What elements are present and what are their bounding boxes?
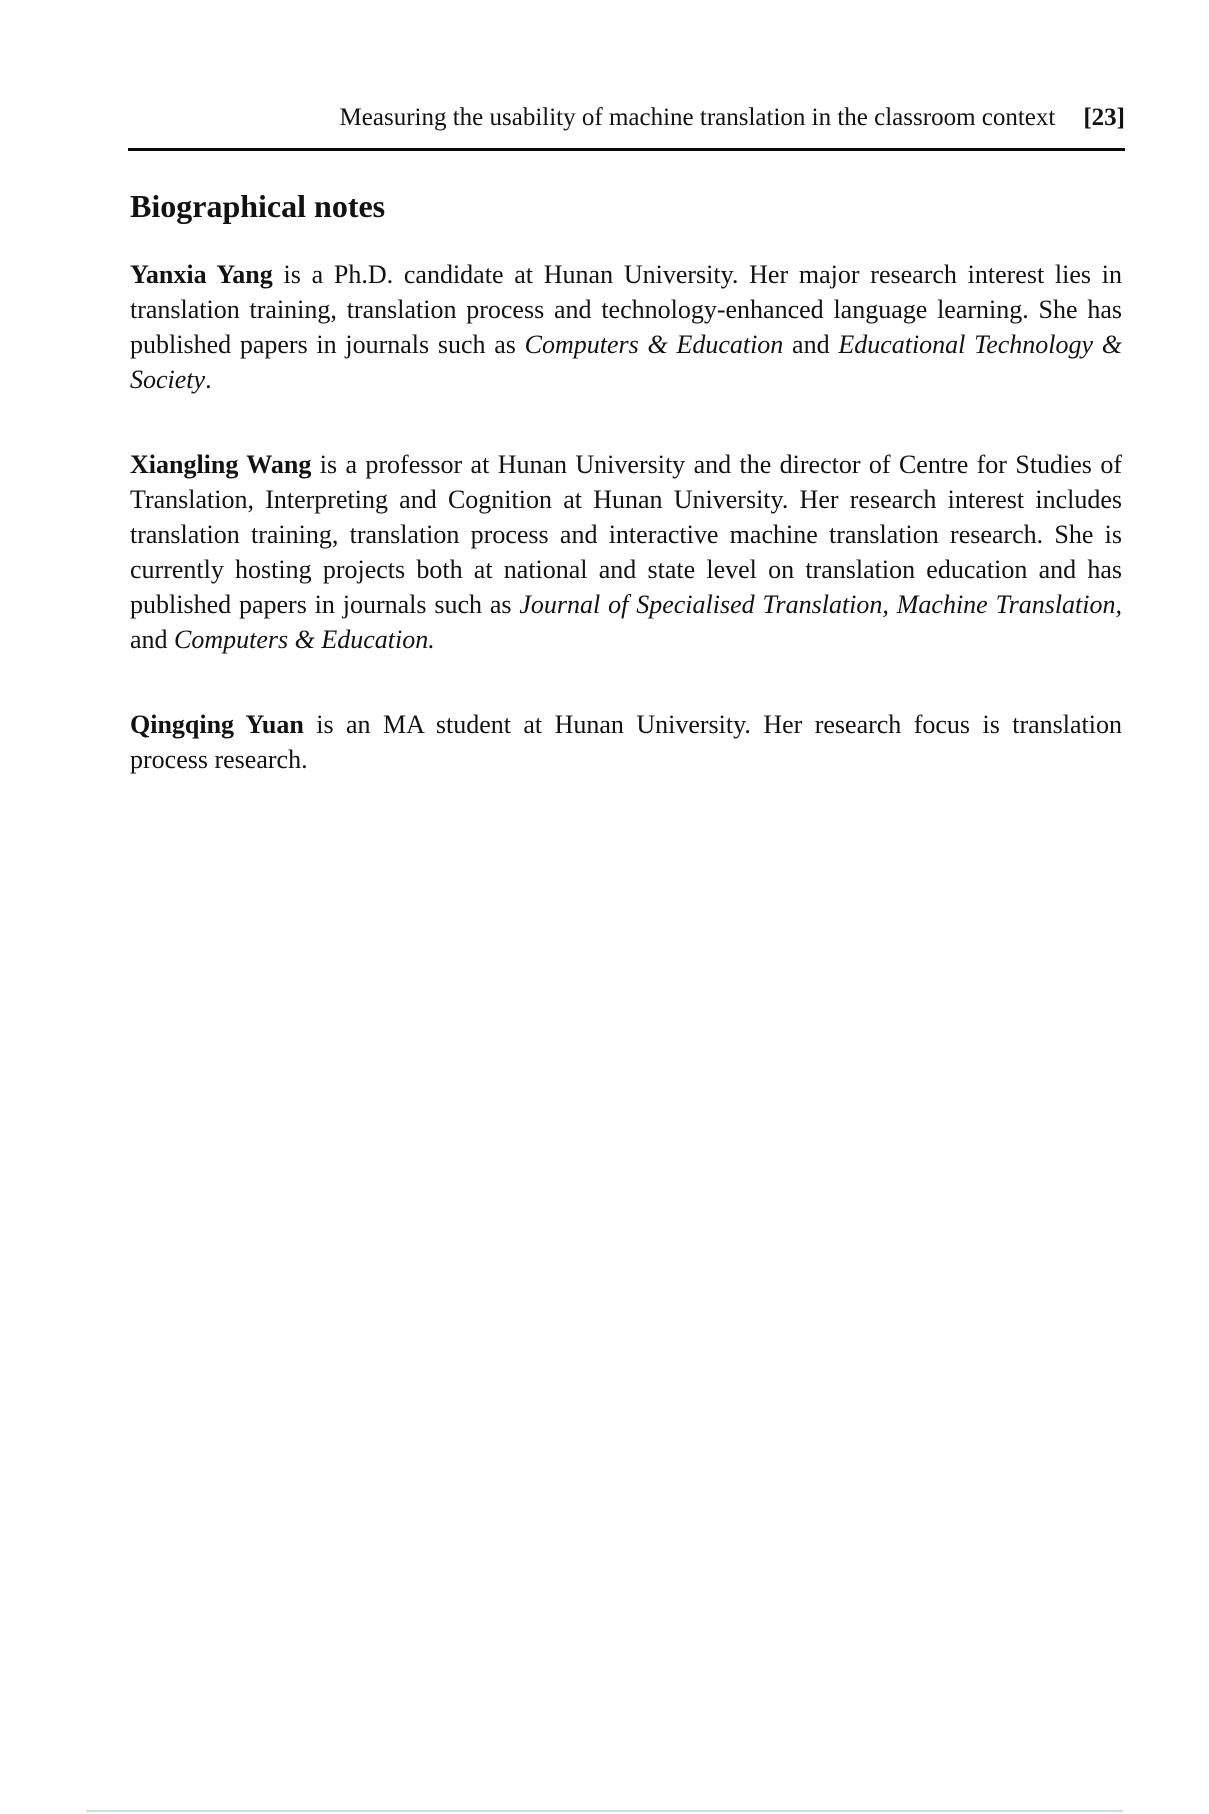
section-title: Biographical notes (130, 188, 386, 224)
page-number: [23] (1083, 104, 1125, 131)
bottom-page-divider (86, 1810, 1123, 1812)
biographical-notes (130, 257, 1122, 777)
running-header (128, 103, 1125, 151)
bio-paragraph-yanxia-yang: Yanxia Yang is a Ph.D. candidate at Hunan University. Her major research interest lies in translation training, translation process and technology-enhanced language learning. She has published papers in journals such as Computers & Education and Educational Technology & Society. (130, 260, 1123, 394)
bio-paragraph-xiangling-wang: Xiangling Wang is a professor at Hunan University and the director of Centre for Studies of Translation, Interpreting and Cognition at Hunan University. Her research interest includes translation training, translation process and interactive machine translation research. She is currently hosting projects both at national and state level on translation education and has published papers in journals such as Journal of Specialised Translation, Machine Translation, and Computers & Education. (130, 450, 1123, 654)
running-title: Measuring the usability of machine translation in the classroom context (339, 104, 1056, 131)
bio-paragraph-qingqing-yuan: Qingqing Yuan is an MA student at Hunan University. Her research focus is translation process research. (130, 710, 1122, 774)
